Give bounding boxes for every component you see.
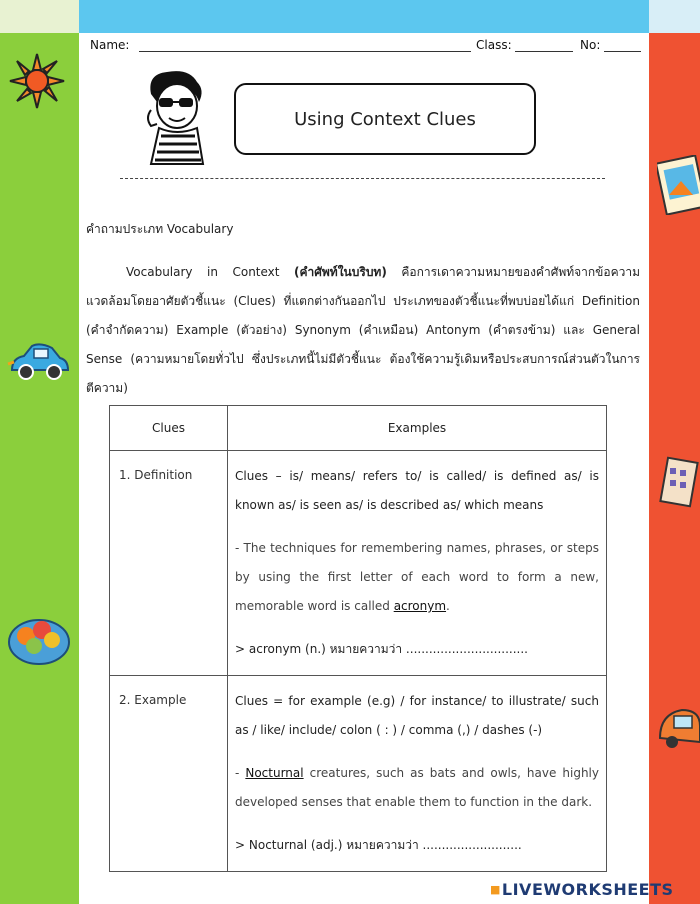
car-icon bbox=[6, 340, 70, 384]
number-field-row bbox=[580, 38, 641, 52]
picture-frame-icon bbox=[657, 155, 700, 215]
class-input-line[interactable] bbox=[515, 39, 573, 52]
dashed-divider bbox=[120, 178, 605, 179]
fruit-bowl-icon bbox=[6, 610, 72, 668]
table-row bbox=[110, 676, 607, 872]
left-border-strip bbox=[0, 0, 79, 904]
building-icon bbox=[658, 450, 700, 510]
logo-mark-icon: ■ bbox=[490, 883, 501, 896]
intro-paragraph bbox=[86, 258, 640, 403]
target-word: Nocturnal bbox=[245, 766, 304, 780]
number-label: No: bbox=[580, 38, 601, 52]
clue-type: 2. Example bbox=[119, 693, 187, 707]
answer-blank[interactable]: > Nocturnal (adj.) หมายความว่า .......................... bbox=[235, 838, 522, 852]
example-sentence: - The techniques for remembering names, phrases, or steps by using the first letter of each word to form a new, memorable word is called acronym. bbox=[235, 541, 599, 613]
name-input-line[interactable] bbox=[139, 39, 471, 52]
student-cartoon-illustration bbox=[137, 66, 217, 166]
name-label: Name: bbox=[90, 38, 130, 52]
intro-lead-thai: (คำศัพท์ในบริบท) bbox=[294, 265, 387, 279]
top-border-band bbox=[79, 0, 649, 33]
class-label: Class: bbox=[476, 38, 512, 52]
clues-column-header: Clues bbox=[110, 406, 228, 451]
vehicle-icon bbox=[656, 702, 700, 754]
intro-body: คือการเดาความหมายของคำศัพท์จากข้อความแวดล้อมโดยอาศัยตัวชี้แนะ (Clues) ที่แตกต่างกันออกไป ประเภทของตัวชี้แนะที่พบบ่อยได้แก่ Definition (คำจำกัดความ) Example (ตัวอย่าง) Synonym (คำเหมือน) Antonym (คำตรงข้าม) และ General Sense (ความหมายโดยทั่วไป ซึ่งประเภทนี้ไม่มีตัวชี้แนะ ต้องใช้ความรู้เดิมหรือประสบการณ์ส่วนตัวในการตีความ) bbox=[86, 265, 640, 395]
table-header-row bbox=[110, 406, 607, 451]
section-heading: คำถามประเภท Vocabulary bbox=[86, 222, 234, 236]
table-row bbox=[110, 451, 607, 676]
intro-lead: Vocabulary in Context bbox=[126, 265, 280, 279]
clues-table bbox=[109, 405, 607, 872]
left-top-corner bbox=[0, 0, 79, 33]
number-input-line[interactable] bbox=[604, 39, 641, 52]
worksheet-title: Using Context Clues bbox=[234, 83, 536, 155]
sun-icon bbox=[8, 52, 66, 110]
class-field-row bbox=[476, 38, 573, 52]
target-word: acronym bbox=[393, 599, 447, 613]
name-field-row bbox=[90, 38, 471, 52]
liveworksheets-logo[interactable]: ■LIVEWORKSHEETS bbox=[490, 880, 674, 899]
clue-signal-words: Clues = for example (e.g) / for instance/ to illustrate/ such as / like/ include/ colon ( : ) / comma (,) / dashes (-) bbox=[235, 694, 599, 737]
example-sentence: - Nocturnal creatures, such as bats and owls, have highly developed senses that enable them to function in the dark. bbox=[235, 766, 599, 809]
clue-type: 1. Definition bbox=[119, 468, 193, 482]
examples-column-header: Examples bbox=[228, 406, 607, 451]
answer-blank[interactable]: > acronym (n.) หมายความว่า ................................ bbox=[235, 642, 528, 656]
clue-signal-words: Clues – is/ means/ refers to/ is called/ is defined as/ is known as/ is seen as/ is described as/ which means bbox=[235, 469, 599, 512]
right-top-corner bbox=[649, 0, 700, 33]
